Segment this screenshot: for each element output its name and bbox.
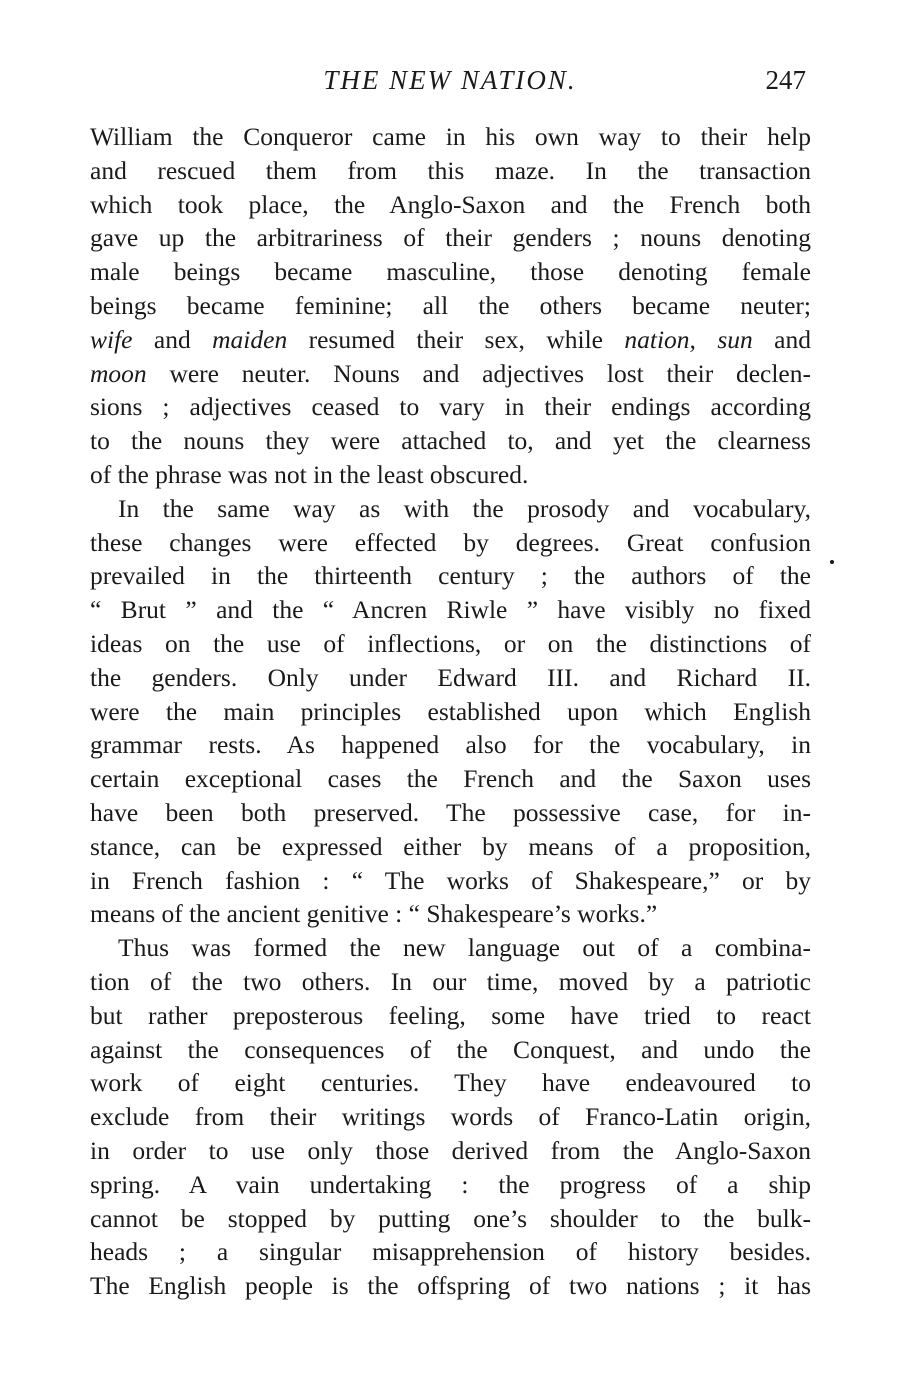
- text-line: work of eight centuries. They have endeavoured to: [90, 1068, 811, 1098]
- text-line: these changes were effected by degrees. Great confusion: [90, 527, 811, 557]
- text-line: exclude from their writings words of Franco-Latin origin,: [90, 1102, 811, 1132]
- text-line: in French fashion : “ The works of Shakespeare,” or by: [90, 865, 811, 895]
- text-line: grammar rests. As happened also for the vocabulary, in: [90, 730, 811, 760]
- text-line: cannot be stopped by putting one’s shoulder to the bulk-: [90, 1203, 811, 1233]
- paragraph-2: [90, 492, 811, 931]
- running-title: THE NEW NATION.: [323, 65, 577, 95]
- paragraph-1: [90, 120, 811, 492]
- text-line: wife and maiden resumed their sex, while nation, sun and: [90, 324, 811, 354]
- text-line: sions ; adjectives ceased to vary in their endings according: [90, 392, 811, 422]
- text-line: but rather preposterous feeling, some have tried to react: [90, 1000, 811, 1030]
- italic-word-wife: wife: [90, 324, 133, 354]
- italic-words-nation-sun: nation, sun: [624, 324, 753, 354]
- text-line: against the consequences of the Conquest, and undo the: [90, 1034, 811, 1064]
- italic-word-maiden: maiden: [212, 324, 288, 354]
- text-line: means of the ancient genitive : “ Shakespeare’s works.”: [90, 899, 658, 929]
- page-number: 247: [765, 65, 806, 95]
- text-line: stance, can be expressed either by means of a proposition,: [90, 831, 811, 861]
- text-line: and rescued them from this maze. In the transaction: [90, 155, 811, 185]
- text-line: have been both preserved. The possessive case, for in-: [90, 797, 811, 827]
- text-line: heads ; a singular misapprehension of history besides.: [90, 1237, 811, 1267]
- text-line: Thus was formed the new language out of a combina-: [118, 933, 811, 963]
- text-line: certain exceptional cases the French and the Saxon uses: [90, 764, 811, 794]
- text-line: ideas on the use of inflections, or on the distinctions of: [90, 628, 811, 658]
- text-line: The English people is the offspring of two nations ; it has: [90, 1271, 811, 1301]
- text-line: tion of the two others. In our time, moved by a patriotic: [90, 966, 811, 996]
- text-line: of the phrase was not in the least obscured.: [90, 459, 529, 489]
- text-line: beings became feminine; all the others became neuter;: [90, 290, 811, 320]
- print-speck: [830, 560, 834, 564]
- text-line: which took place, the Anglo-Saxon and the French both: [90, 189, 811, 219]
- text-line: “ Brut ” and the “ Ancren Riwle ” have visibly no fixed: [90, 595, 811, 625]
- text-line: were the main principles established upon which English: [90, 696, 811, 726]
- text-line: to the nouns they were attached to, and yet the clearness: [90, 426, 811, 456]
- text-line: spring. A vain undertaking : the progress of a ship: [90, 1169, 811, 1199]
- text-line: the genders. Only under Edward III. and Richard II.: [90, 662, 811, 692]
- running-head: [90, 60, 810, 100]
- text-line: moon were neuter. Nouns and adjectives lost their declen-: [90, 358, 811, 388]
- italic-word-moon: moon: [90, 358, 147, 388]
- text-line: In the same way as with the prosody and vocabulary,: [118, 493, 811, 523]
- text-line: gave up the arbitrariness of their genders ; nouns denoting: [90, 223, 811, 253]
- text-line: in order to use only those derived from the Anglo-Saxon: [90, 1135, 811, 1165]
- text-line: William the Conqueror came in his own way to their help: [90, 122, 811, 151]
- paragraph-3: [90, 931, 811, 1303]
- text-line: prevailed in the thirteenth century ; the authors of the: [90, 561, 811, 591]
- text-line: male beings became masculine, those denoting female: [90, 257, 811, 287]
- body-text: [90, 120, 811, 1303]
